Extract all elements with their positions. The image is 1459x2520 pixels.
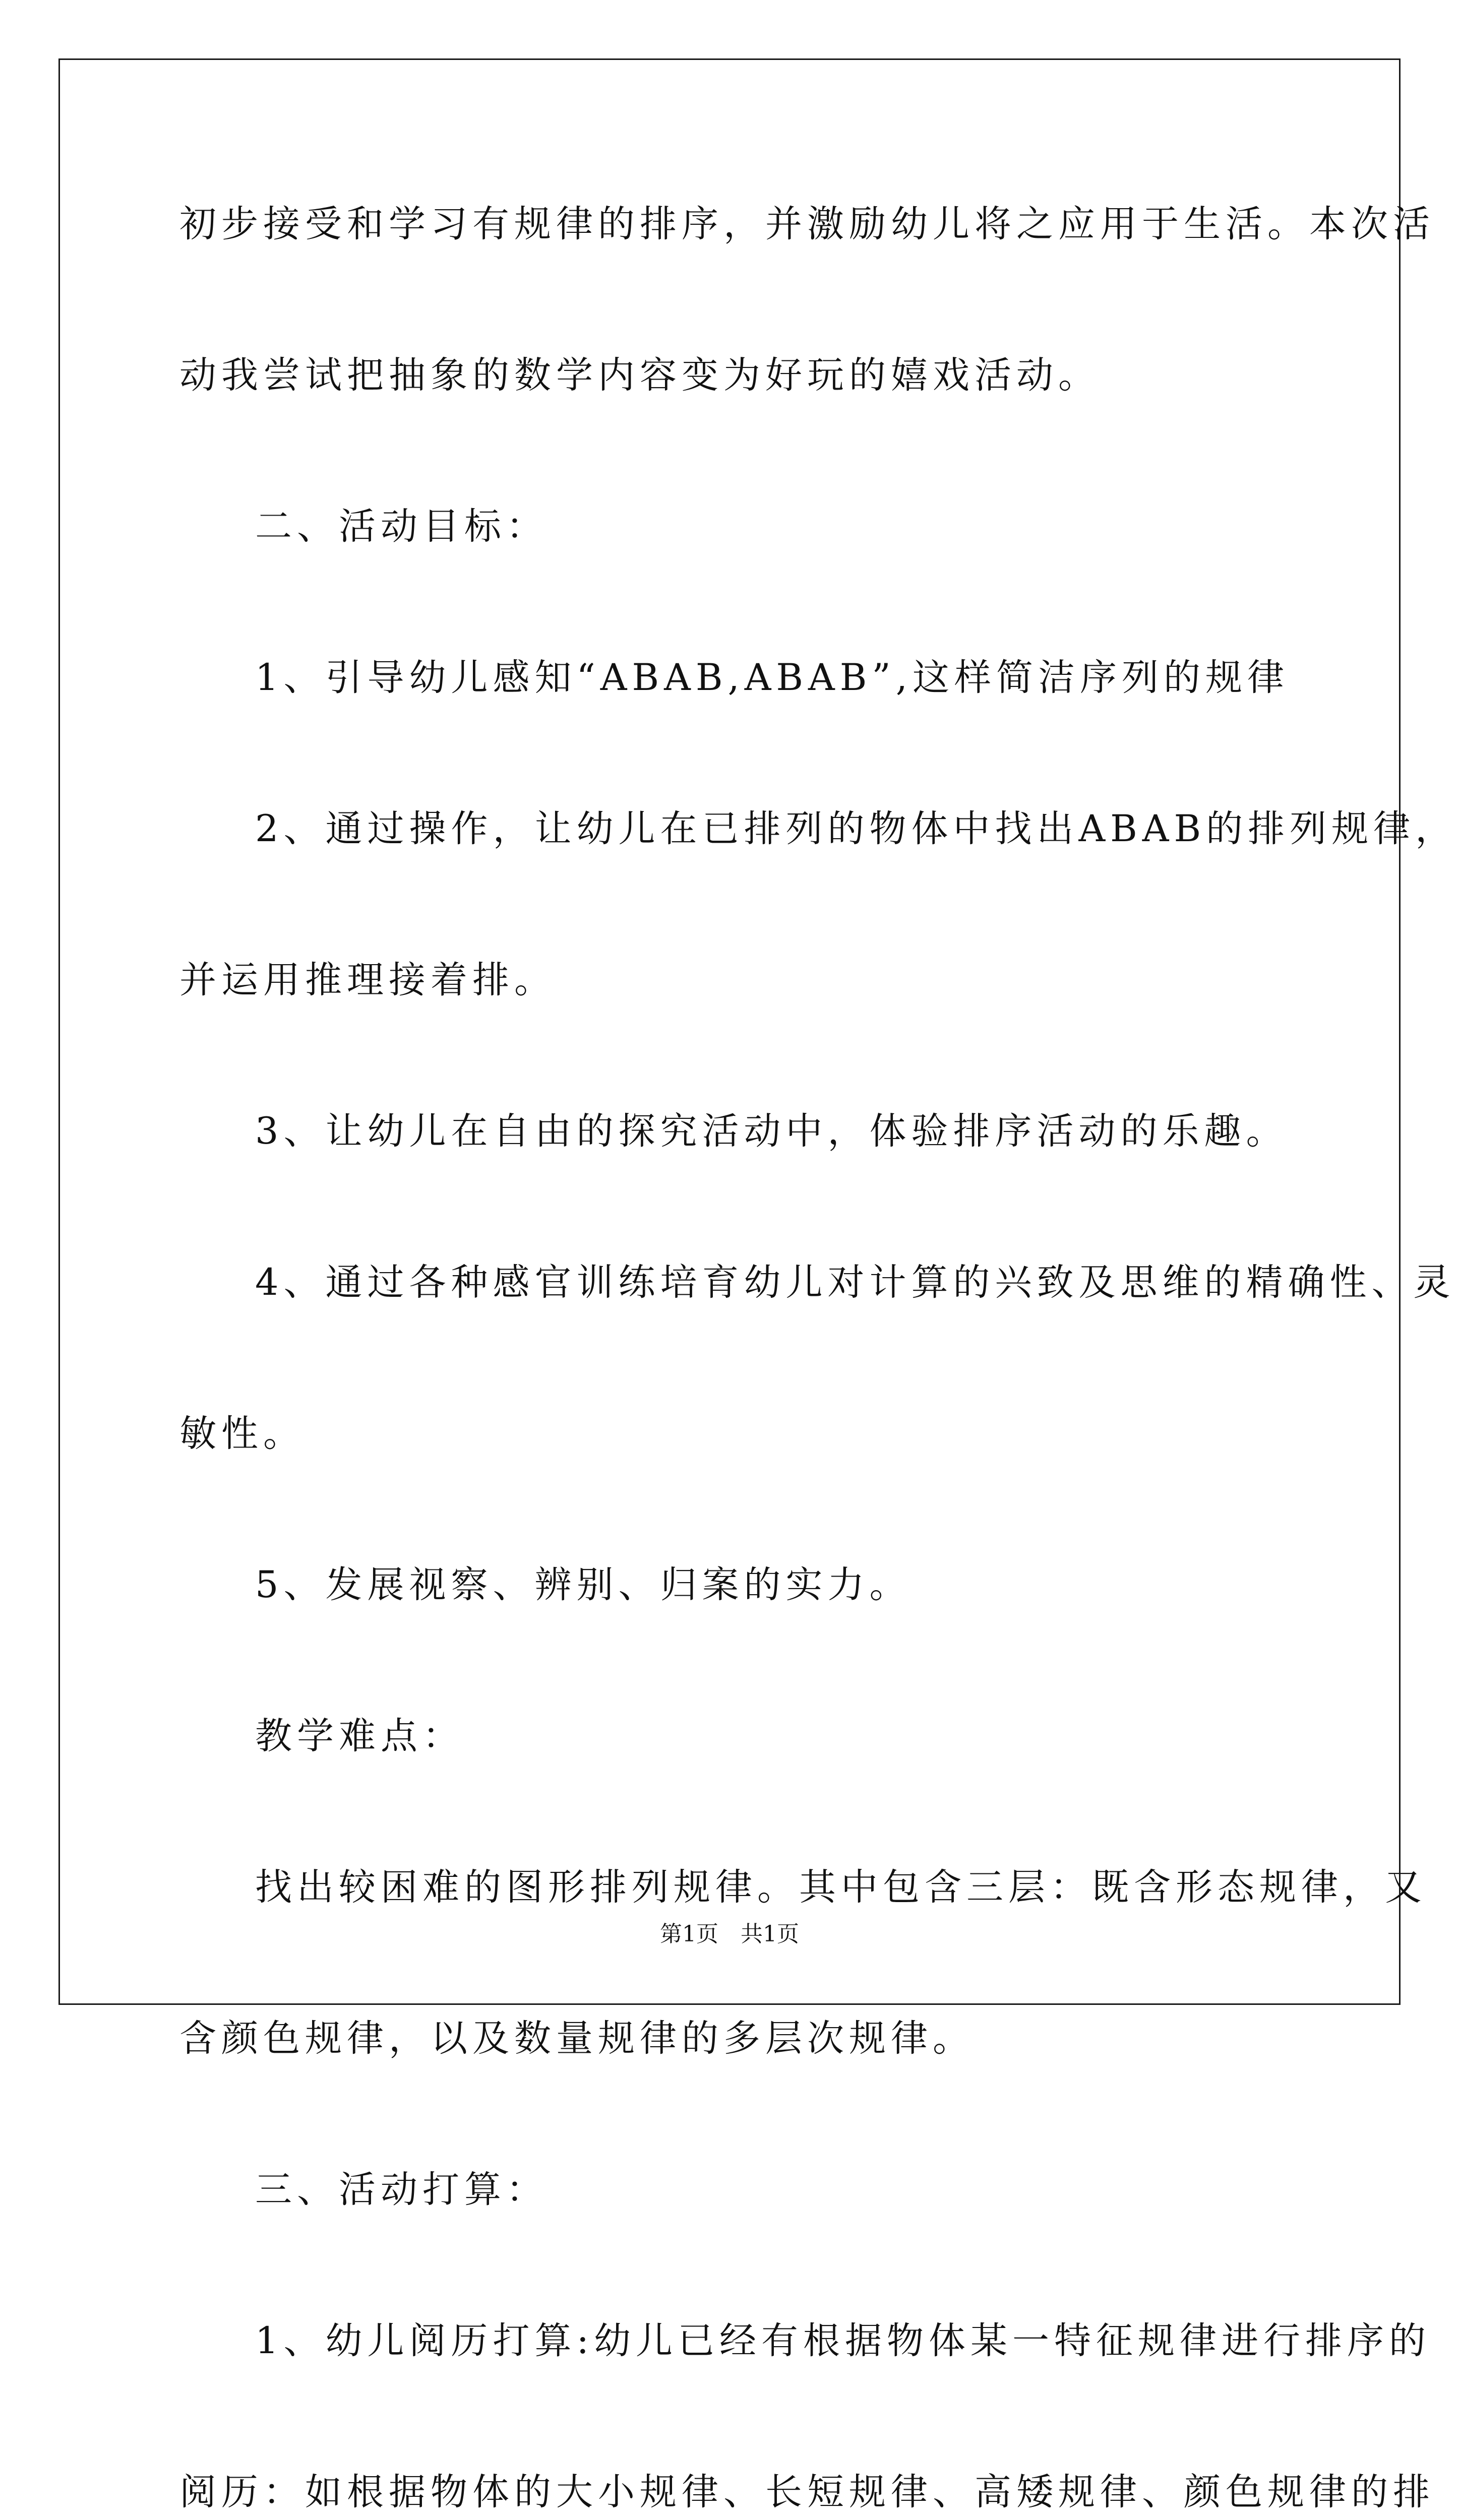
list-item: 1、引导幼儿感知“ABAB,ABAB”,这样简洁序列的规律 (255, 656, 1289, 699)
section-heading: 教学难点： (255, 1715, 464, 1757)
list-item: 2、通过操作，让幼儿在已排列的物体中找出ABAB的排列规律， (255, 807, 1457, 850)
paragraph-line: 并运用推理接着排。 (179, 959, 556, 1001)
section-heading: 三、活动打算： (255, 2168, 548, 2211)
page-footer: 第1页 共1页 (660, 1921, 799, 1947)
list-item: 3、让幼儿在自由的探究活动中，体验排序活动的乐趣。 (255, 1110, 1288, 1153)
document-body (179, 186, 1457, 2520)
paragraph-line: 动我尝试把抽象的数学内容变为好玩的嬉戏活动。 (179, 354, 1100, 397)
list-item: 4、通过各种感官训练培育幼儿对计算的兴致及思维的精确性、灵 (255, 1261, 1455, 1304)
section-heading: 二、活动目标： (255, 505, 548, 548)
paragraph-line: 敏性。 (179, 1412, 305, 1455)
paragraph-line: 找出较困难的图形排列规律。其中包含三层：既含形态规律，又 (255, 1866, 1427, 1909)
list-item: 5、发展视察、辨别、归案的实力。 (255, 1563, 911, 1606)
paragraph-line: 含颜色规律，以及数量规律的多层次规律。 (179, 2017, 975, 2060)
paragraph-line: 阅历：如根据物体的大小规律、长短规律、高矮规律、颜色规律的排 (179, 2471, 1435, 2513)
list-item: 1、幼儿阅历打算:幼儿已经有根据物体某一特征规律进行排序的 (255, 2319, 1431, 2362)
paragraph-line: 初步接受和学习有规律的排序，并激励幼儿将之应用于生活。本次活 (179, 203, 1435, 245)
